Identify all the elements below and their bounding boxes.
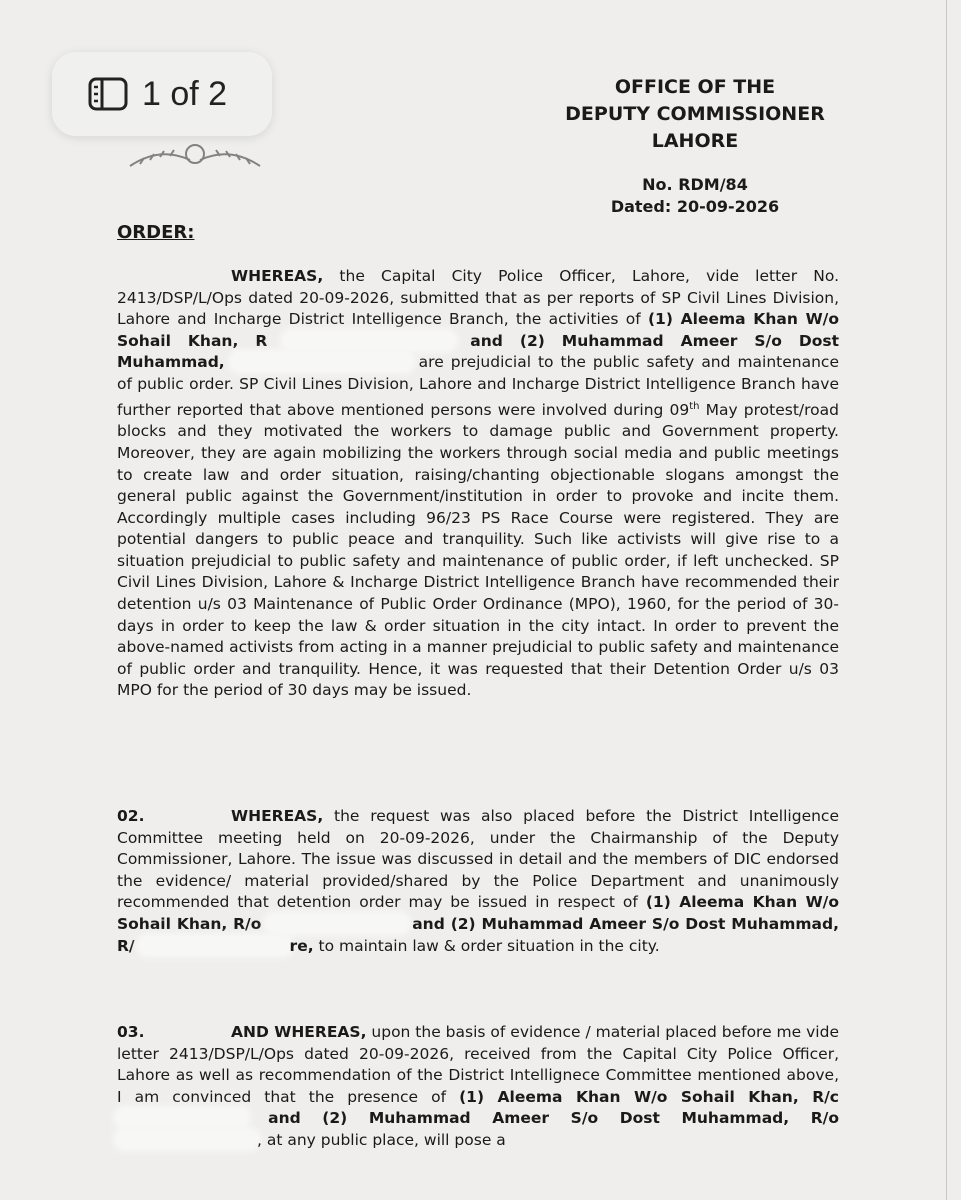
para1-person-2: and (2) Muhammad Ameer S/o Dost Muhammad,: [117, 331, 839, 372]
paragraph-2: [117, 806, 839, 957]
para2-lead: WHEREAS,: [231, 807, 324, 825]
para2-person-2: and (2) Muhammad Ameer S/o Dost Muhammad, R/: [117, 914, 839, 955]
para3-text-1: upon the basis of evidence / material placed before me vide letter 2413/DSP/L/Ops dated 20-09-2026, received from the Capital City Police Officer, Lahore as well as recommendation of the District Intellignece Committee mentioned above, I am convinced that the presence of: [117, 1023, 839, 1106]
para1-superscript: th: [689, 400, 700, 412]
redaction: [284, 332, 454, 349]
redaction: [140, 937, 290, 954]
para2-text-2: to maintain law & order situation in the city.: [313, 936, 660, 955]
para2-number: 02.: [117, 807, 145, 825]
redaction: [117, 1109, 247, 1126]
office-line-2: DEPUTY COMMISSIONER: [565, 103, 825, 125]
para2-text-1: the request was also placed before the District Intelligence Committee meeting held on 20-09-2026, under the Chairmanship of the Deputy Commissioner, Lahore. The issue was discussed in detail and the members of DIC endorsed the evidence/ material provided/shared by the Police Department and unanimously recommended that detention order may be issued in respect of: [117, 807, 839, 912]
para1-lead: WHEREAS,: [231, 267, 324, 285]
page-list-icon: [88, 77, 128, 111]
paragraph-1: [117, 266, 839, 702]
office-line-3: LAHORE: [651, 130, 739, 152]
para3-text-2: , at any public place, will pose a: [257, 1130, 506, 1149]
office-heading: [530, 74, 860, 155]
paragraph-3: [117, 1022, 839, 1152]
para3-person-1: (1) Aleema Khan W/o Sohail Khan, R/c: [459, 1087, 839, 1106]
reference-block: [560, 174, 830, 218]
reference-number: No. RDM/84: [642, 175, 748, 194]
redaction: [232, 353, 412, 370]
office-line-1: OFFICE OF THE: [614, 76, 776, 98]
page-indicator[interactable]: [52, 52, 272, 136]
para1-text-2: are prejudicial to the public safety and maintenance of public order. SP Civil Lines Division, Lahore and Incharge District Intelligence Branch have further reported that above mentioned persons were involved during 09: [117, 353, 839, 419]
para2-person-2-end: re,: [289, 936, 314, 955]
para1-person-1: (1) Aleema Khan W/o Sohail Khan, R: [117, 310, 839, 350]
redaction: [117, 1131, 257, 1148]
para1-text-3: May protest/road blocks and they motivated the workers to damage public and Government property. Moreover, they are again mobilizing the workers through social media and public meetings to create law and order situation, raising/chanting objectionable slogans amongst the general public against the Government/institution in order to provoke and incite them. Accordingly multiple cases including 96/23 PS Race Course were registered. They are potential dangers to public peace and tranquility. Such like activists will give rise to a situation prejudicial to public safety and maintenance of public order, if left unchecked. SP Civil Lines Division, Lahore & Incharge District Intelligence Branch have recommended their detention u/s 03 Maintenance of Public Order Ordinance (MPO), 1960, for the period of 30-days in order to keep the law & order situation in the city intact. In order to prevent the above-named activists from acting in a manner prejudicial to public safety and maintenance of public order and tranquility. Hence, it was requested that their Detention Order u/s 03 MPO for the period of 30 days may be issued.: [117, 400, 839, 700]
page-count: 1 of 2: [142, 74, 228, 113]
reference-date: Dated: 20-09-2026: [610, 197, 780, 216]
government-emblem: [120, 136, 270, 178]
para3-number: 03.: [117, 1023, 145, 1041]
page-edge: [946, 0, 947, 1200]
order-title: ORDER:: [117, 222, 195, 243]
para2-person-1: (1) Aleema Khan W/o Sohail Khan, R/o: [117, 893, 839, 933]
para1-text-1: the Capital City Police Officer, Lahore, vide letter No. 2413/DSP/L/Ops dated 20-09-2026, submitted that as per reports of SP Civil Lines Division, Lahore and Incharge District Intelligence Branch, the activities of: [117, 267, 839, 329]
para3-person-2: and (2) Muhammad Ameer S/o Dost Muhammad, R/o: [268, 1109, 839, 1128]
para3-lead: AND WHEREAS,: [231, 1023, 367, 1041]
redaction: [267, 915, 407, 932]
